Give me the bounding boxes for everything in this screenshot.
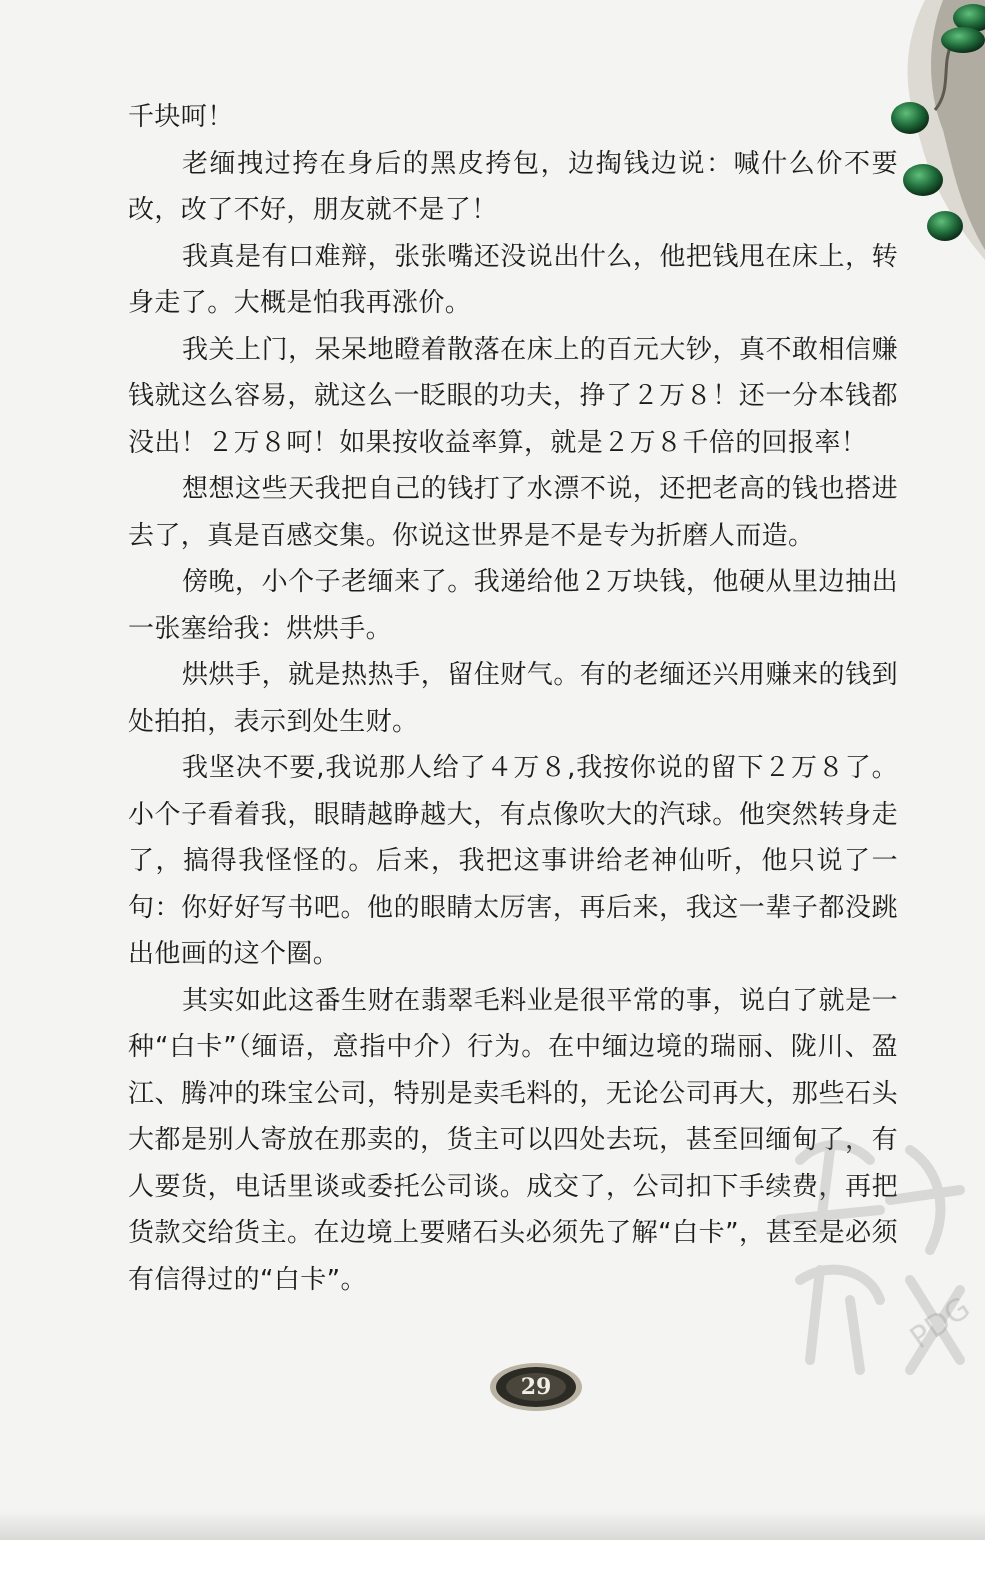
- paragraph: 烘烘手，就是热热手，留住财气。有的老缅还兴用赚来的钱到处拍拍，表示到处生财。: [128, 660, 898, 737]
- paragraph: 其实如此这番生财在翡翠毛料业是很平常的事，说白了就是一种“白卡”（缅语，意指中介）行为。在中缅边境的瑞丽、陇川、盈江、腾冲的珠宝公司，特别是卖毛料的，无论公司再大，那些石头大都是别人寄放在那卖的，货主可以四处去玩，甚至回缅甸了，有人要货，电话里谈或委托公司谈。成交了，公司扣下手续费，再把货款交给货主。在边境上要赌石头必须先了解“白卡”，甚至是必须有信得过的“白卡”。: [128, 985, 898, 1295]
- page-number-badge: [488, 1360, 584, 1414]
- paragraph: 想想这些天我把自己的钱打了水漂不说，还把老高的钱也搭进去了，真是百感交集。你说这世界是不是专为折磨人而造。: [128, 474, 898, 551]
- page-number: 29: [520, 1374, 552, 1400]
- watermark-label: PDG: [903, 1290, 977, 1357]
- paragraph: 我真是有口难辩，张张嘴还没说出什么，他把钱甩在床上，转身走了。大概是怕我再涨价。: [128, 241, 898, 318]
- seal-stamp-watermark-icon: [760, 1100, 985, 1400]
- paragraph: 我坚决不要,我说那人给了４万８,我按你说的留下２万８了。小个子看着我，眼睛越睁越大，有点像吹大的汽球。他突然转身走了，搞得我怪怪的。后来，我把这事讲给老神仙听，他只说了一句：你好好写书吧。他的眼睛太厉害，再后来，我这一辈子都没跳出他画的这个圈。: [128, 753, 898, 969]
- paragraph: 傍晚，小个子老缅来了。我递给他２万块钱，他硬从里边抽出一张塞给我：烘烘手。: [128, 567, 898, 644]
- paragraph: 我关上门，呆呆地瞪着散落在床上的百元大钞，真不敢相信赚钱就这么容易，就这么一眨眼的功夫，挣了２万８！还一分本钱都没出！２万８呵！如果按收益率算，就是２万８千倍的回报率！: [128, 334, 898, 458]
- paragraph: 老缅拽过挎在身后的黑皮挎包，边掏钱边说：喊什么价不要改，改了不好，朋友就不是了！: [128, 148, 898, 225]
- page-bottom-shadow: [0, 1510, 985, 1540]
- scan-margin: [0, 1540, 1000, 1592]
- paragraph: 千块呵！: [128, 102, 234, 132]
